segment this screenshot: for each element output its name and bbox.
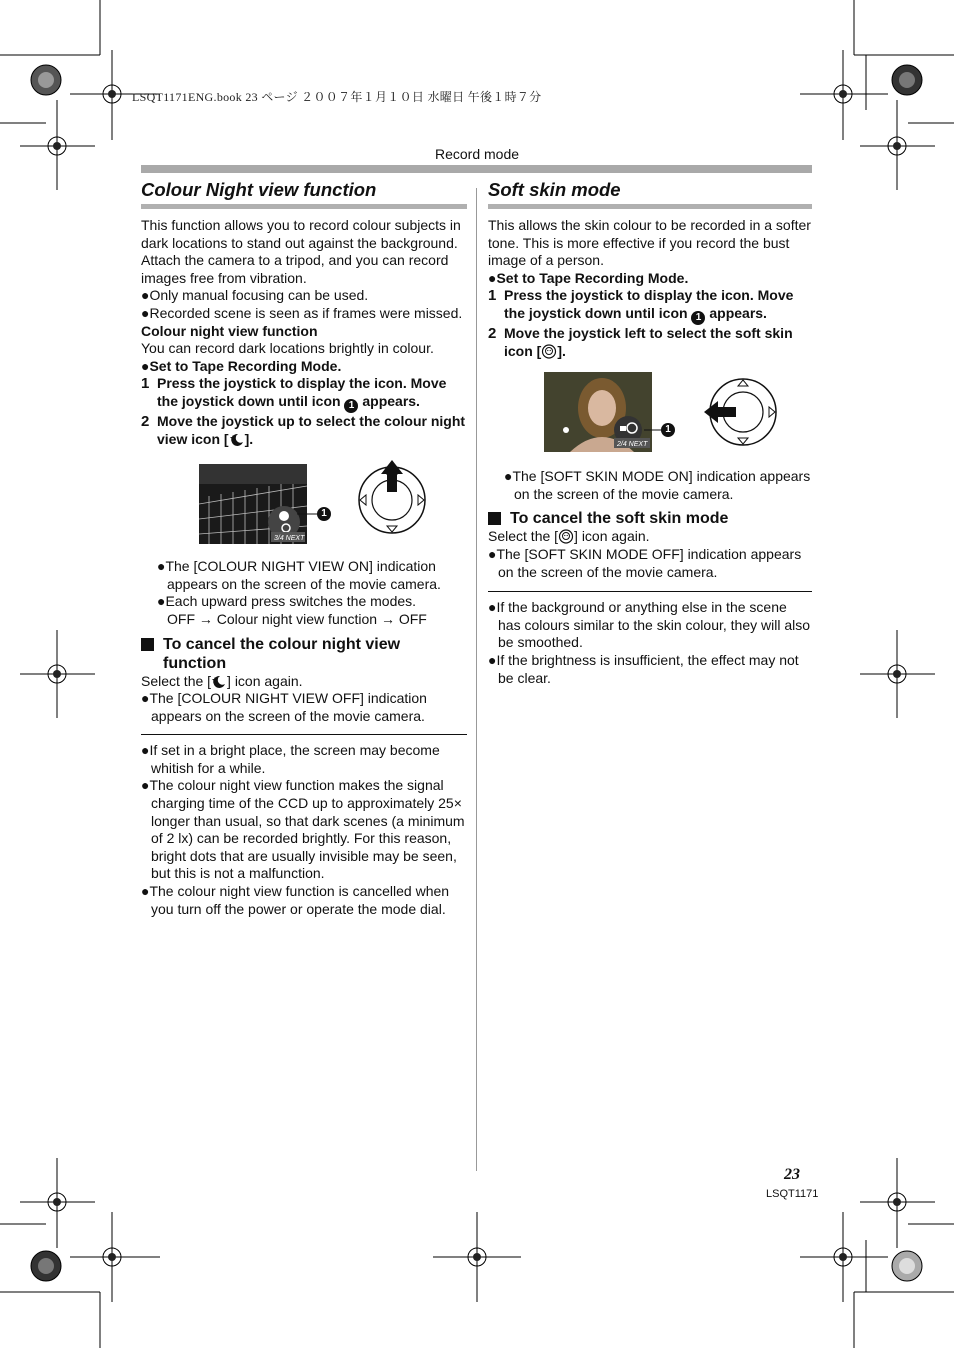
note-item: ●If the brightness is insufficient, the effect may not be clear. [488,651,799,686]
section-title-colour-night: Colour Night view function [141,179,377,200]
camera-screen-night [199,464,307,544]
sub-text: You can record dark locations brightly in colour. [141,340,434,357]
subheading: Colour night view function [141,322,318,339]
step-number: 1 [488,287,497,305]
night-view-figure [141,454,467,552]
bullet-item: ●The [COLOUR NIGHT VIEW ON] indication appears on the screen of the movie camera. [157,558,441,592]
step-number: 2 [141,412,150,430]
step-1: 1 Press the joystick to display the icon. Move the joystick down until icon 1 appears. [488,287,794,323]
mode-cycle-text: OFF → Colour night view function → OFF [167,610,427,627]
section-title-soft-skin: Soft skin mode [488,179,621,200]
bullet-item: ●Recorded scene is seen as if frames were missed. [141,304,463,321]
header-bar [141,165,812,173]
title-rule [141,204,467,209]
screen-counter: 3/4 NEXT [274,535,305,543]
column-divider [476,188,477,1171]
step-number: 1 [141,375,150,393]
bullet-item: ●Only manual focusing can be used. [141,287,369,304]
bullet-item: ●Each upward press switches the modes. [157,593,417,610]
book-info-line: LSQT1171ENG.book 23 ページ ２００７年１月１０日 水曜日 午後１時７分 [132,90,542,104]
night-view-icon [229,432,245,447]
bullet-item: ●The [COLOUR NIGHT VIEW OFF] indication appears on the screen of the movie camera. [141,690,427,724]
callout-1-icon: 1 [691,311,705,325]
set-mode-instruction: ●Set to Tape Recording Mode. [141,357,342,374]
callout-1-icon: 1 [344,399,358,413]
cancel-instruction: Select the [ ] icon again. [488,528,650,545]
joystick-left-icon [702,376,778,448]
step-number: 2 [488,324,497,342]
set-mode-instruction: ●Set to Tape Recording Mode. [488,269,689,286]
step-2: 2 Move the joystick left to select the soft skin icon [ ]. [488,324,793,359]
soft-skin-section [488,178,812,687]
note-item: ●The colour night view function makes the signal charging time of the CCD up to approximately 25× longer than usual, so that dark scenes (a minimum of 2 lx) can be recorded brightly. For this reason, bright dots that are usually invisible may be seen, but this is not a malfunction. [141,777,465,882]
step-2: 2 Move the joystick up to select the colour night view icon [ ]. [141,412,466,447]
section-header: Record mode [434,146,520,162]
title-rule [488,204,812,209]
intro-paragraph: This allows the skin colour to be recorded in a softer tone. This is more effective if you record the bust image of a person. [488,217,811,269]
screen-counter: 2/4 NEXT [617,441,648,449]
notes-rule [488,591,812,592]
note-item: ●If the background or anything else in the scene has colours similar to the skin colour, they will also be smoothed. [488,599,811,651]
cancel-heading: To cancel the colour night view function [141,635,467,673]
colour-night-view-section [141,178,467,918]
soft-skin-figure [488,372,812,462]
bullet-item: ●The [SOFT SKIN MODE OFF] indication appears on the screen of the movie camera. [488,545,802,580]
notes-rule [141,734,467,735]
soft-skin-icon [541,344,557,359]
soft-skin-icon [558,529,574,544]
model-code: LSQT1171 [766,1188,819,1200]
page-number: 23 [784,1166,800,1183]
square-bullet-icon [141,638,154,651]
night-view-icon [211,674,227,689]
step-1: 1 Press the joystick to display the icon. Move the joystick down until icon 1 appears. [141,375,447,411]
callout-1-icon: 1 [661,423,675,437]
callout-1-icon: 1 [317,507,331,521]
note-item: ●If set in a bright place, the screen may become whitish for a while. [141,742,440,776]
cancel-instruction: Select the [ ] icon again. [141,672,303,689]
note-item: ●The colour night view function is cancelled when you turn off the power or operate the mode dial. [141,883,450,917]
joystick-up-icon [355,460,429,534]
cancel-heading: To cancel the soft skin mode [488,509,812,528]
square-bullet-icon [488,512,501,525]
bullet-item: ●The [SOFT SKIN MODE ON] indication appears on the screen of the movie camera. [504,468,811,502]
intro-paragraph: Attach the camera to a tripod, and you can record images free from vibration. [141,252,449,286]
intro-paragraph: This function allows you to record colour subjects in dark locations to stand out against the background. [141,217,461,251]
camera-screen-portrait [544,372,652,452]
